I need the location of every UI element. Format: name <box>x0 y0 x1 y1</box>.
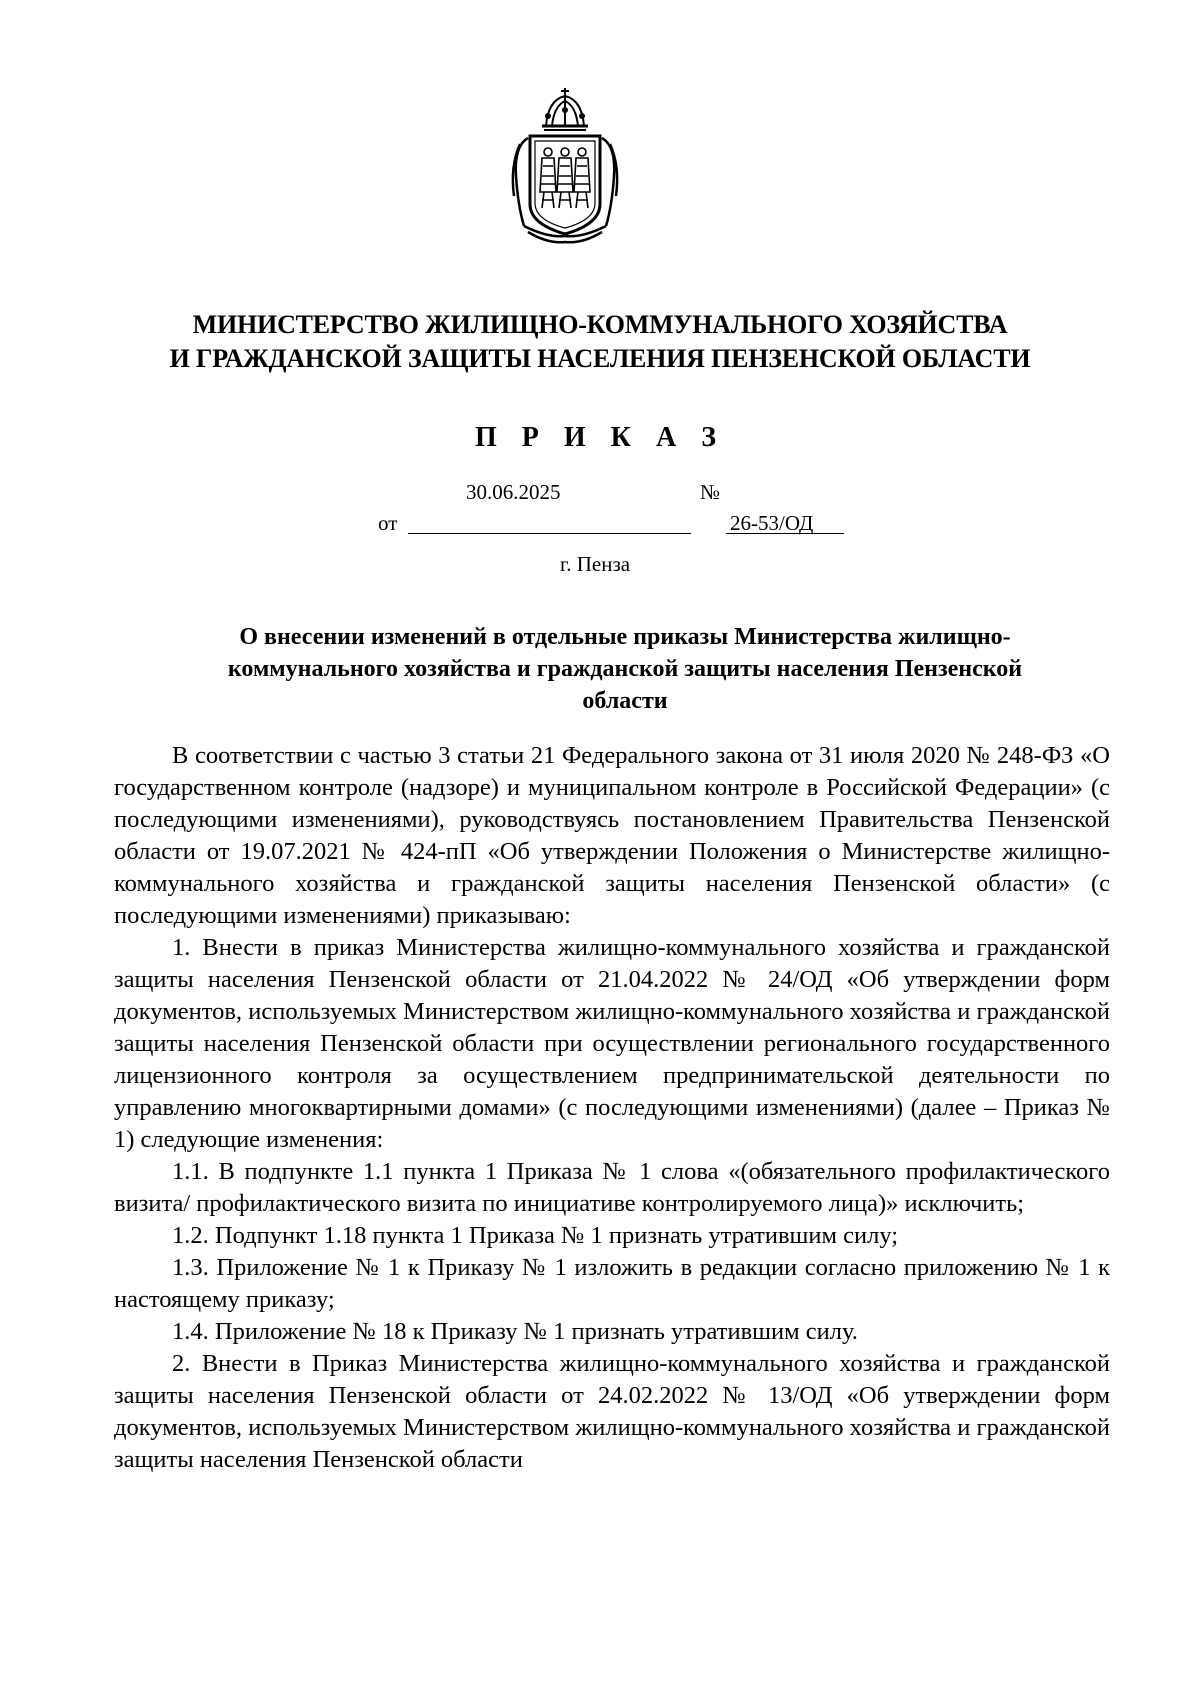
subject-line-2: коммунального хозяйства и гражданской защиты населения Пензенской <box>227 656 1023 682</box>
order-number: 26-53/ОД <box>730 511 814 535</box>
paragraph-item-1-3: 1.3. Приложение № 1 к Приказу № 1 изложить в редакции согласно приложению № 1 к настоящему приказу; <box>114 1254 1110 1313</box>
date-prefix: от <box>378 511 398 535</box>
paragraph-item-1-1: 1.1. В подпункте 1.1 пункта 1 Приказа № 1 слова «(обязательного профилактического визита/ профилактического визита по инициативе контролируемого лица)» исключить; <box>114 1158 1110 1217</box>
paragraph-preamble: В соответствии с частью 3 статьи 21 Федерального закона от 31 июля 2020 № 248-ФЗ «О государственном контроле (надзоре) и муниципальном контроле в Российской Федерации» (с последующими изменениями), руководствуясь постановлением Правительства Пензенской области от 19.07.2021 № 424-пП «Об утверждении Положения о Министерстве жилищно-коммунального хозяйства и гражданской защиты населения Пензенской области» (с последующими изменениями) приказываю: <box>114 742 1110 929</box>
order-body <box>114 740 1110 1476</box>
document-type-title: П Р И К А З <box>475 422 725 453</box>
paragraph-item-2: 2. Внести в Приказ Министерства жилищно-коммунального хозяйства и гражданской защиты населения Пензенской области от 24.02.2022 № 13/ОД «Об утверждении форм документов, используемых Министерством жилищно-коммунального хозяйства и гражданской защиты населения Пензенской области <box>114 1350 1110 1473</box>
ministry-name <box>120 308 1080 376</box>
coat-of-arms-icon <box>508 86 622 244</box>
ministry-name-line-1: МИНИСТЕРСТВО ЖИЛИЩНО-КОММУНАЛЬНОГО ХОЗЯЙСТВА <box>192 310 1008 339</box>
subject-line-3: области <box>582 688 668 714</box>
order-subject <box>145 621 1105 717</box>
paragraph-item-1-4: 1.4. Приложение № 18 к Приказу № 1 признать утратившим силу. <box>172 1318 858 1345</box>
order-date: 30.06.2025 <box>466 480 561 504</box>
ministry-name-line-2: И ГРАЖДАНСКОЙ ЗАЩИТЫ НАСЕЛЕНИЯ ПЕНЗЕНСКОЙ ОБЛАСТИ <box>169 344 1031 373</box>
subject-line-1: О внесении изменений в отдельные приказы Министерства жилищно- <box>239 624 1011 650</box>
number-sign: № <box>700 480 721 504</box>
paragraph-item-1: 1. Внести в приказ Министерства жилищно-коммунального хозяйства и гражданской защиты населения Пензенской области от 21.04.2022 № 24/ОД «Об утверждении форм документов, используемых Министерством жилищно-коммунального хозяйства и гражданской защиты населения Пензенской области при осуществлении регионального государственного лицензионного контроля за осуществлением предпринимательской деятельности по управлению многоквартирными домами» (с последующими изменениями) (далее – Приказ № 1) следующие изменения: <box>114 934 1110 1153</box>
number-underline <box>726 533 844 534</box>
city: г. Пенза <box>560 552 631 576</box>
paragraph-item-1-2: 1.2. Подпункт 1.18 пункта 1 Приказа № 1 признать утратившим силу; <box>172 1222 899 1249</box>
date-underline <box>408 533 691 534</box>
